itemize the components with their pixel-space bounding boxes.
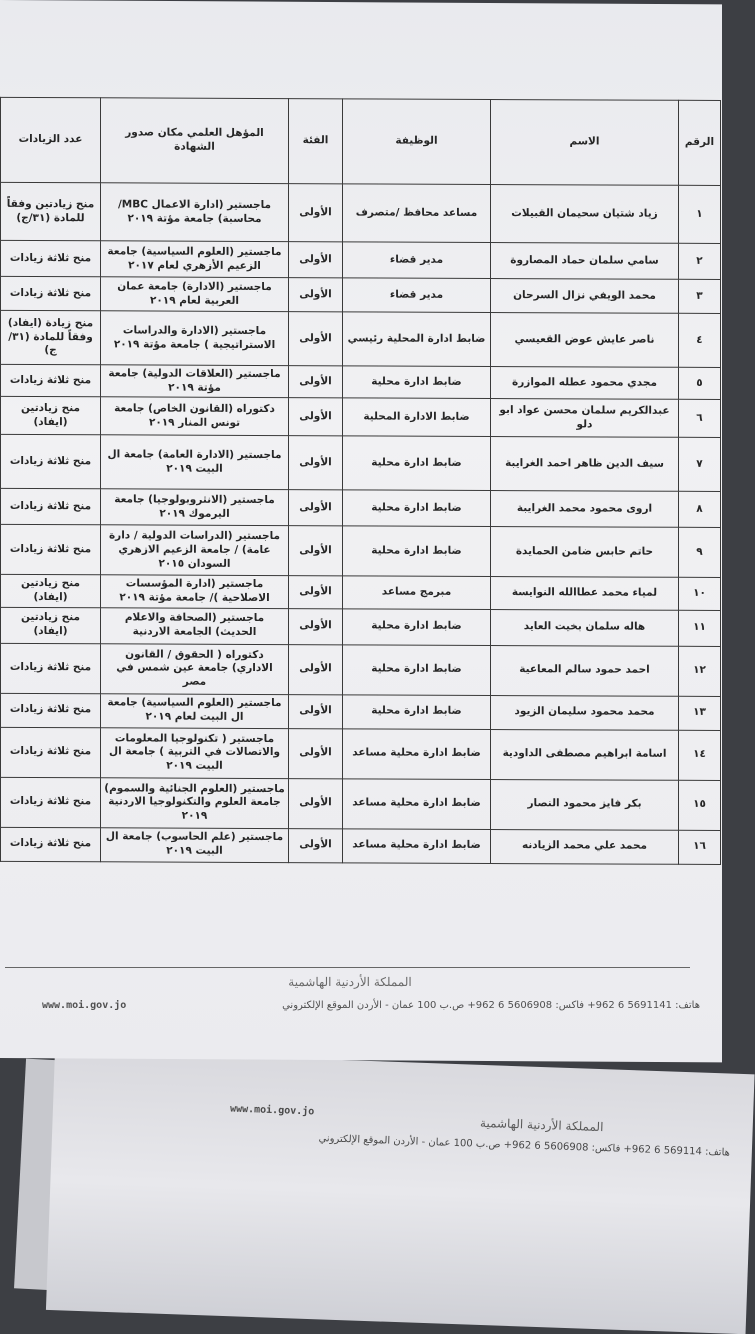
- row-category: الأولى: [289, 366, 343, 399]
- footer-website: www.moi.gov.jo: [42, 1000, 127, 1011]
- second-page-contact: هاتف: 569114 6 962+ فاكس: 5606908 6 962+ ص.ب 100 عمان - الأردن الموقع الإلكتروني: [318, 1133, 731, 1159]
- row-num: ١٠: [679, 578, 721, 610]
- footer-contact: هاتف: 5691141 6 962+ فاكس: 5606908 6 962+ ص.ب 100 عمان - الأردن الموقع الإلكتروني: [282, 1000, 700, 1011]
- row-job: ضابط ادارة محلية: [343, 490, 491, 527]
- row-raises: منح ثلاثة زيادات: [1, 777, 101, 827]
- table-header-row: [1, 97, 721, 185]
- row-category: الأولى: [289, 728, 343, 778]
- row-num: ١١: [679, 610, 721, 646]
- table-row: [1, 182, 721, 243]
- row-raises: منح ثلاثة زيادات: [1, 727, 101, 777]
- row-num: ١٤: [679, 730, 721, 780]
- row-name: عبدالكريم سلمان محسن عواد ابو دلو: [491, 399, 679, 438]
- row-qualification: دكتوراه (القانون الخاص) جامعة تونس المنار ٢٠١٩: [101, 397, 289, 436]
- row-name: اروى محمود محمد الغرايبة: [491, 491, 679, 528]
- row-num: ١٦: [679, 830, 721, 864]
- row-name: محمد محمود سليمان الزيود: [491, 695, 679, 730]
- header-num: الرقم: [679, 100, 721, 185]
- row-qualification: ماجستير (الادارة) جامعة عمان العربية لعام ٢٠١٩: [101, 277, 289, 312]
- row-num: ٧: [679, 438, 721, 492]
- row-job: ضابط ادارة المحلية رئيسي: [343, 312, 491, 367]
- row-category: الأولى: [289, 576, 343, 609]
- row-num: ١٣: [679, 696, 721, 730]
- row-qualification: ماجستير (الادارة العامة) جامعة ال البيت ٢٠١٩: [101, 435, 289, 490]
- row-category: الأولى: [289, 644, 343, 694]
- row-raises: منح زيادتين (ايفاد): [1, 607, 101, 643]
- row-num: ٩: [679, 528, 721, 578]
- second-page-organization: المملكة الأردنية الهاشمية: [479, 1115, 604, 1135]
- header-job: الوظيفة: [343, 99, 491, 185]
- row-category: الأولى: [289, 778, 343, 828]
- table-row: [1, 240, 721, 279]
- row-name: مجدي محمود عطله الموازرة: [491, 366, 679, 399]
- row-raises: منح ثلاثة زيادات: [1, 435, 101, 489]
- row-num: ٣: [679, 279, 721, 313]
- row-qualification: ماجستير (الادارة والدراسات الاستراتيجية ) جامعة مؤتة ٢٠١٩: [101, 311, 289, 366]
- row-category: الأولى: [289, 242, 343, 278]
- row-category: الأولى: [289, 398, 343, 436]
- row-num: ٢: [679, 243, 721, 279]
- row-name: احمد حمود سالم المعاعية: [491, 645, 679, 696]
- row-name: محمد الويفي نزال السرحان: [491, 278, 679, 313]
- header-category: الفئة: [289, 99, 343, 184]
- row-category: الأولى: [289, 694, 343, 728]
- table-row: [1, 489, 721, 528]
- row-raises: منح ثلاثة زيادات: [1, 276, 101, 310]
- table-row: [1, 827, 721, 864]
- row-qualification: ماجستير ( تكنولوجيا المعلومات والاتصالات في التربية ) جامعة ال البيت ٢٠١٩: [101, 727, 289, 778]
- row-job: مدير قضاء: [343, 242, 491, 279]
- row-qualification: ماجستير (العلاقات الدولية) جامعة مؤتة ٢٠١٩: [101, 365, 289, 398]
- row-job: ضابط ادارة محلية: [343, 694, 491, 729]
- row-raises: منح زيادة (ايفاد) وفقاً للمادة (٣١/ج): [1, 310, 101, 364]
- table-row: [1, 693, 721, 730]
- row-raises: منح زيادتين (ايفاد): [1, 397, 101, 435]
- row-name: ناصر عايش عوض القعيسي: [491, 312, 679, 367]
- row-num: ١٢: [679, 646, 721, 696]
- row-qualification: ماجستير (ادارة المؤسسات الاصلاحية )/ جامعة مؤتة ٢٠١٩: [101, 575, 289, 608]
- row-raises: منح ثلاثة زيادات: [1, 693, 101, 727]
- second-page: [46, 1050, 755, 1334]
- roster-table: [0, 97, 721, 865]
- row-num: ١٥: [679, 780, 721, 830]
- table-row: [1, 276, 721, 313]
- row-job: ضابط الادارة المحلية: [343, 398, 491, 437]
- row-name: زياد شتيان سحيمان القبيلات: [491, 184, 679, 243]
- row-name: لمياء محمد عطاالله النوايسة: [491, 577, 679, 610]
- second-page-website: www.moi.gov.jo: [229, 1103, 315, 1118]
- row-name: محمد علي محمد الزيادنه: [491, 829, 679, 864]
- row-qualification: ماجستير (علم الحاسوب) جامعة ال البيت ٢٠١٩: [101, 827, 289, 862]
- table-row: [1, 607, 721, 646]
- table-row: [1, 435, 721, 492]
- table-row: [1, 397, 721, 438]
- row-num: ٦: [679, 400, 721, 438]
- row-category: الأولى: [289, 184, 343, 242]
- row-num: ٤: [679, 313, 721, 367]
- row-qualification: ماجستير (ادارة الاعمال MBC/ محاسبة) جامعة مؤتة ٢٠١٩: [101, 183, 289, 242]
- row-category: الأولى: [289, 312, 343, 366]
- row-category: الأولى: [289, 436, 343, 490]
- row-job: مبرمج مساعد: [343, 576, 491, 609]
- table-row: [1, 310, 721, 367]
- table-row: [1, 525, 721, 578]
- table-row: [1, 575, 721, 610]
- row-qualification: دكتوراه ( الحقوق / القانون الاداري) جامعة عين شمس في مصر: [101, 643, 289, 694]
- row-job: مساعد محافظ /متصرف: [343, 184, 491, 243]
- row-raises: منح زيادتين وفقاً للمادة (٣١/ج): [1, 182, 101, 240]
- row-category: الأولى: [289, 608, 343, 644]
- row-job: ضابط ادارة محلية: [343, 608, 491, 645]
- header-raises: عدد الزيادات: [1, 97, 101, 182]
- row-num: ١: [679, 185, 721, 243]
- row-name: سامي سلمان حماد المصاروة: [491, 242, 679, 279]
- row-raises: منح ثلاثة زيادات: [1, 643, 101, 693]
- row-name: بكر فايز محمود النصار: [491, 779, 679, 830]
- row-name: اسامة ابراهيم مصطفى الداودية: [491, 729, 679, 780]
- header-qualification: المؤهل العلمي مكان صدور الشهادة: [101, 98, 289, 184]
- row-job: ضابط ادارة محلية مساعد: [343, 778, 491, 829]
- row-category: الأولى: [289, 278, 343, 312]
- header-name: الاسم: [491, 99, 679, 185]
- row-qualification: ماجستير (العلوم السياسية) جامعة الزعيم الأزهري لعام ٢٠١٧: [101, 241, 289, 278]
- row-raises: منح ثلاثة زيادات: [1, 525, 101, 575]
- row-raises: منح ثلاثة زيادات: [1, 364, 101, 397]
- table-row: [1, 727, 721, 780]
- footer-divider: [5, 967, 690, 968]
- row-name: هاله سلمان بخيت العايد: [491, 609, 679, 646]
- row-num: ٥: [679, 367, 721, 399]
- row-category: الأولى: [289, 490, 343, 526]
- row-category: الأولى: [289, 526, 343, 576]
- row-category: الأولى: [289, 828, 343, 862]
- row-qualification: ماجستير (الصحافة والاعلام الحديث) الجامعة الاردنية: [101, 607, 289, 644]
- row-name: حاتم حابس ضامن الحمايدة: [491, 527, 679, 578]
- footer-organization: المملكة الأردنية الهاشمية: [288, 975, 412, 989]
- row-job: ضابط ادارة محلية: [343, 526, 491, 577]
- row-num: ٨: [679, 492, 721, 528]
- row-job: ضابط ادارة محلية: [343, 644, 491, 695]
- row-job: مدير قضاء: [343, 278, 491, 313]
- row-qualification: ماجستير (العلوم الجنائية والسموم) جامعة العلوم والتكنولوجيا الاردنية ٢٠١٩: [101, 777, 289, 828]
- row-qualification: ماجستير (الانثروبولوجيا) جامعة اليرموك ٢٠١٩: [101, 489, 289, 526]
- table-row: [1, 643, 721, 696]
- table-row: [1, 777, 721, 830]
- row-qualification: ماجستير (الدراسات الدولية / دارة عامة) / جامعة الزعيم الازهري السودان ٢٠١٥: [101, 525, 289, 576]
- row-qualification: ماجستير (العلوم السياسية) جامعة ال البيت لعام ٢٠١٩: [101, 693, 289, 728]
- row-raises: منح ثلاثة زيادات: [1, 240, 101, 276]
- row-job: ضابط ادارة محلية: [343, 436, 491, 491]
- row-job: ضابط ادارة محلية مساعد: [343, 728, 491, 779]
- row-name: سيف الدين ظاهر احمد الغرايبة: [491, 437, 679, 492]
- row-raises: منح ثلاثة زيادات: [1, 489, 101, 525]
- row-raises: منح زيادتين (ايفاد): [1, 575, 101, 608]
- table-row: [1, 364, 721, 399]
- row-job: ضابط ادارة محلية: [343, 366, 491, 399]
- row-raises: منح ثلاثة زيادات: [1, 827, 101, 861]
- row-job: ضابط ادارة محلية مساعد: [343, 828, 491, 863]
